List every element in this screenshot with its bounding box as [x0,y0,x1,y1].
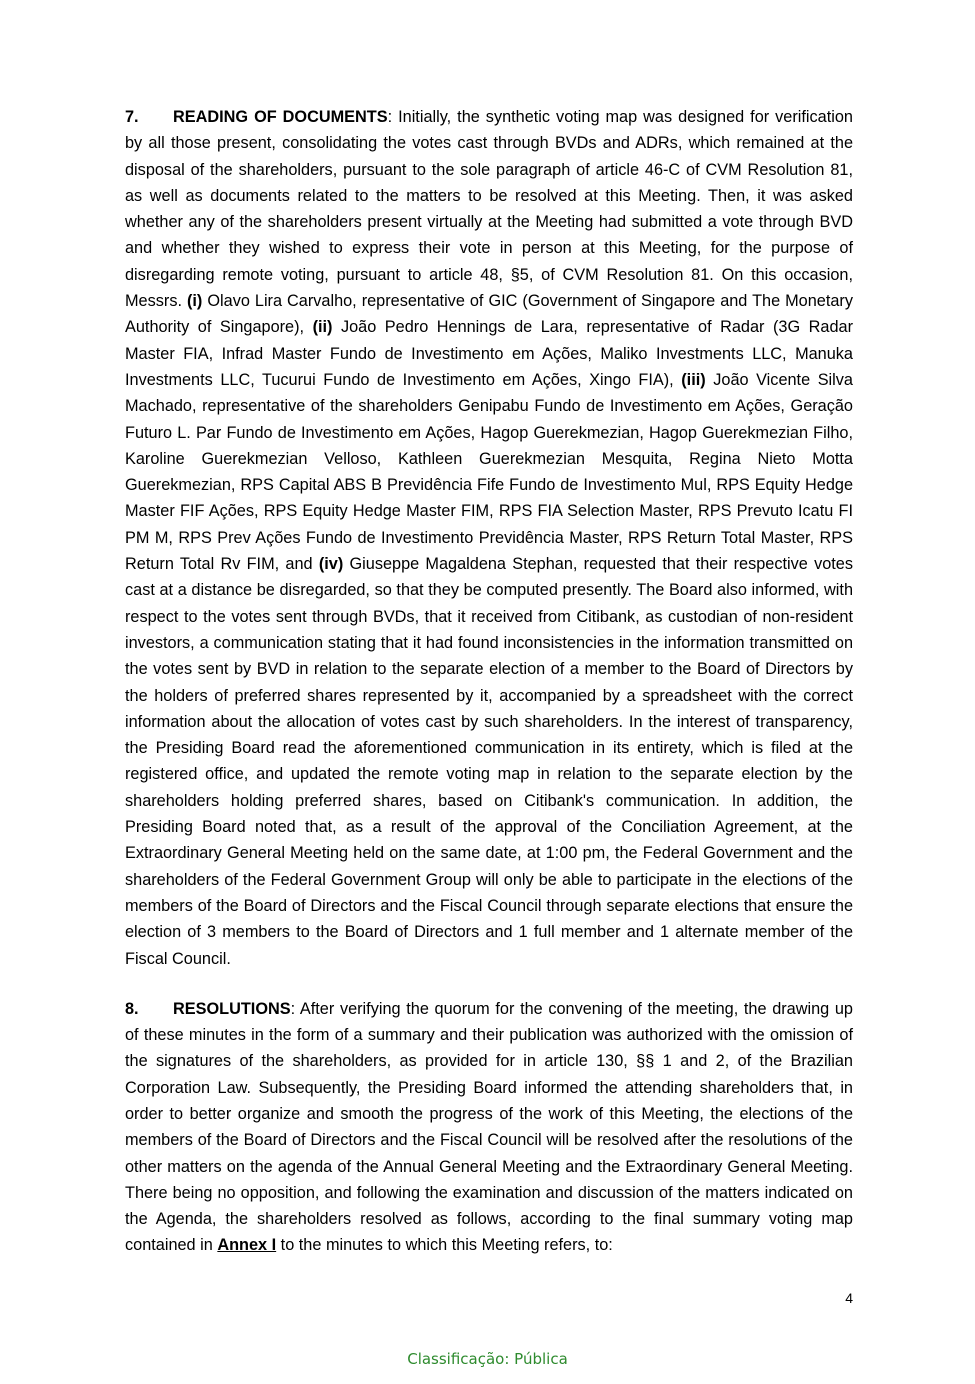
section-7-text-3: João Pedro Hennings de Lara, representative of Radar (3G Radar Master FIA, Infrad Master Fundo de Investimento em Ações, Maliko Investments LLC, Manuka Investments LLC, Tucurui Fundo de Investimento em Ações, Xingo FIA), [125,318,853,389]
item-marker-iv: (iv) [318,555,344,574]
annex-reference-link[interactable]: Annex I [217,1236,277,1255]
section-7-number: 7. [125,108,139,126]
section-7-text-2: Olavo Lira Carvalho, representative of GIC (Government of Singapore and The Monetary Authority of Singapore), [125,292,853,337]
section-7-text-1: : Initially, the synthetic voting map was designed for verification by all those present, consolidating the votes cast through BVDs and ADRs, which remained at the disposal of the shareholders, pursuant to the sole paragraph of article 46-C of CVM Resolution 81, as well as documents related to the matters to be resolved at this Meeting. Then, it was asked whether any of the shareholders present virtually at the Meeting had submitted a vote through BVD and whether they wished to express their vote in person at this Meeting, for the purpose of disregarding remote voting, pursuant to article 48, §5, of CVM Resolution 81. On this occasion, Messrs. [125,108,853,311]
classification-label: Classificação: Pública [407,1350,568,1368]
section-8-number: 8. [125,999,139,1018]
item-marker-i: (i) [186,292,203,311]
item-marker-iii: (iii) [681,370,706,389]
section-8-paragraph [125,996,853,1259]
section-7-title: READING OF DOCUMENTS [173,108,388,126]
document-body [125,104,853,1283]
section-8-text-1: : After verifying the quorum for the convening of the meeting, the drawing up of these minutes in the form of a summary and their publication was authorized with the omission of the signatures of the shareholders, as provided for in article 130, §§ 1 and 2, of the Brazilian Corporation Law. Subsequently, the Presiding Board informed the attending shareholders that, in order to better organize and smooth the progress of the work of this Meeting, the elections of the members of the Board of Directors and the Fiscal Council will be resolved after the resolutions of the other matters on the agenda of the Annual General Meeting and the Extraordinary General Meeting. There being no opposition, and following the examination and discussion of the matters indicated on the Agenda, the shareholders resolved as follows, according to the final summary voting map contained in [125,999,853,1255]
section-7-text-4: João Vicente Silva Machado, representative of the shareholders Genipabu Fundo de Investimento em Ações, Geração Futuro L. Par Fundo de Investimento em Ações, Hagop Guerekmezian, Hagop Guerekmezian Filho, Karoline Guerekmezian Velloso, Kathleen Guerekmezian Mesquita, Regina Nieto Motta Guerekmezian, RPS Capital ABS B Previdência Fife Fundo de Investimento Mul, RPS Equity Hedge Master FIF Ações, RPS Equity Hedge Master FIM, RPS FIA Selection Master, RPS Prevuto Icatu FI PM M, RPS Prev Ações Fundo de Investimento Previdência Master, RPS Return Total Master, RPS Return Total Rv FIM, and [125,370,853,574]
section-8-title: RESOLUTIONS [173,999,291,1018]
section-7-paragraph [125,104,853,972]
item-marker-ii: (ii) [312,318,333,337]
section-7-text-5: Giuseppe Magaldena Stephan, requested that their respective votes cast at a distance be disregarded, so that they be computed presently. The Board also informed, with respect to the votes sent through BVDs, that it received from Citibank, as custodian of non-resident investors, a communication stating that it had found inconsistencies in the information transmitted on the votes sent by BVD in relation to the separate election of a member to the Board of Directors by the holders of preferred shares represented by it, accompanied by a spreadsheet with the correct information about the allocation of votes cast by such shareholders. In the interest of transparency, the Presiding Board read the aforementioned communication in its entirety, which is filed at the registered office, and updated the remote voting map in relation to the separate election by the shareholders holding preferred shares, based on Citibank's communication. In addition, the Presiding Board noted that, as a result of the approval of the Conciliation Agreement, at the Extraordinary General Meeting held on the same date, at 1:00 pm, the Federal Government and the shareholders of the Federal Government Group will only be able to participate in the elections of the members of the Board of Directors and the Fiscal Council through separate elections that ensure the election of 3 members to the Board of Directors and 1 full member and 1 alternate member of the Fiscal Council. [125,555,853,968]
page-number: 4 [845,1290,853,1306]
section-8-text-2: to the minutes to which this Meeting refers, to: [276,1236,613,1255]
